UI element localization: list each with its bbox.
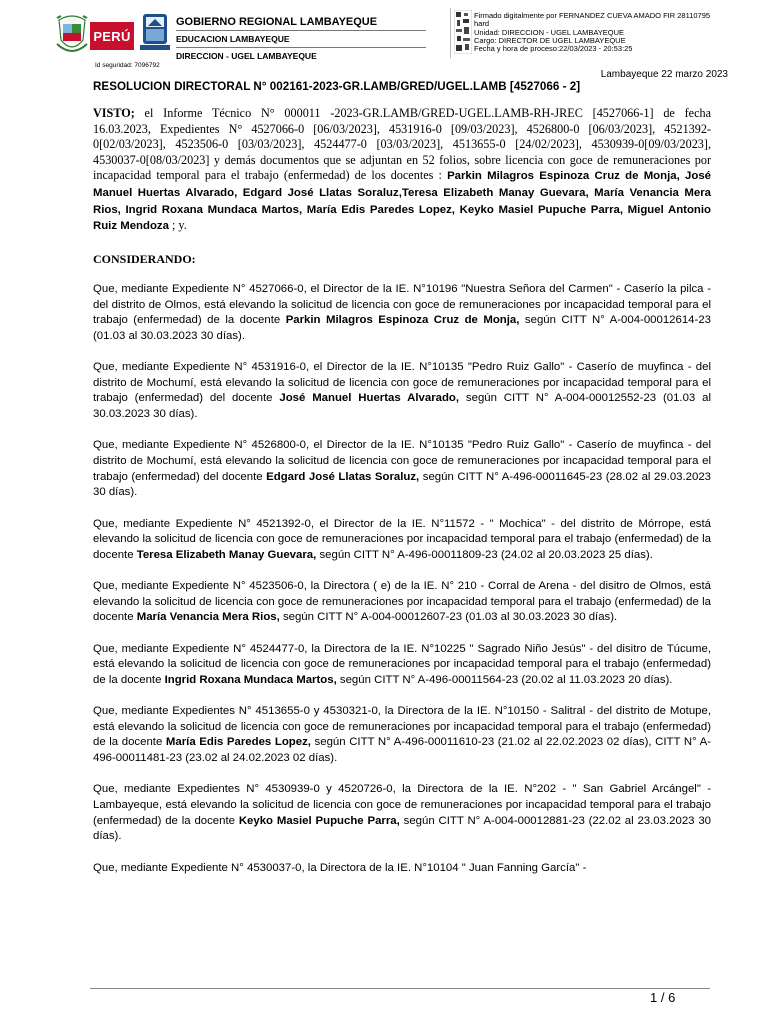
national-shield-logo (55, 14, 89, 56)
signature-line: hard (474, 19, 490, 29)
considerando-paragraph: Que, mediante Expedientes N° 4513655-0 y 4530321-0, la Directora de la IE. N°10150 - Salitral - del distrito de Motupe, está elevando la solicitud de licencia con goce de remuneraciones por incapacidad temporal para el trabajo (enfermedad) de la docente María Edis Paredes Lopez, según CITT N° A-496-00011610-23 (21.02 al 22.02.2023 02 días), CITT N° A-496-00011481-23 (23.02 al 24.02.2023 02 días). (93, 705, 711, 765)
place-date: Lambayeque 22 marzo 2023 (600, 69, 728, 80)
header-divider (176, 30, 426, 31)
considerando-paragraph: Que, mediante Expediente N° 4530037-0, la Directora de la IE. N°10104 " Juan Fanning García" - (93, 861, 587, 874)
considerando-paragraph: Que, mediante Expediente N° 4531916-0, el Director de la IE. N°10135 "Pedro Ruiz Gallo" - Caserío de muyfinca - del distrito de Mochumí, está elevando la solicitud de licencia con goce de remuneraciones por incapacidad temporal para el trabajo (enfermedad) del docente José Manuel Huertas Alvarado, según CITT N° A-004-00012552-23 (01.03 al 30.03.2023 30 días). (93, 361, 711, 420)
header-divider (176, 47, 426, 48)
considerando-paragraph: Que, mediante Expediente N° 4524477-0, la Directora de la IE. N°10225 " Sagrado Niño Jesús" - del disitro de Túcume, está elevando la solicitud de licencia con goce de remuneraciones por incapacidad temporal para el trabajo (enfermedad) de la docente Ingrid Roxana Mundaca Martos, según CITT N° A-496-00011564-23 (20.02 al 11.03.2023 20 días). (93, 642, 711, 686)
signature-line: Fecha y hora de proceso:22/03/2023 - 20:53:25 (474, 44, 633, 54)
signature-line: Firmado digitalmente por FERNANDEZ CUEVA AMADO FIR 28110795 (474, 11, 711, 20)
signature-line: Cargo: DIRECTOR DE UGEL LAMBAYEQUE (474, 35, 626, 45)
regional-emblem-logo (140, 12, 170, 52)
gov-title: GOBIERNO REGIONAL LAMBAYEQUE (176, 16, 378, 28)
unit-education: EDUCACION LAMBAYEQUE (176, 34, 290, 44)
visto-section (93, 106, 711, 235)
visto-label: VISTO; (93, 106, 135, 120)
visto-tail: ; y. (168, 218, 187, 233)
considerando-paragraph: Que, mediante Expediente N° 4526800-0, el Director de la IE. N°10135 "Pedro Ruiz Gallo" - Caserío de muyfinca - del distrito de Mochumí, está elevando la solicitud de licencia con goce de remuneraciones por incapacidad temporal para el trabajo (enfermedad) del docente Edgard José Llatas Soraluz, según CITT N° A-496-00011645-23 (28.02 al 29.03.2023 30 días). (93, 439, 711, 499)
signature-details (474, 12, 754, 53)
visto-names: Parkin Milagros Espinoza Cruz de Monja, José Manuel Huertas Alvarado, Edgard José Llatas Soraluz,Teresa Elizabeth Manay Guevara, María Venancia Mera Rios, Ingrid Roxana Mundaca Martos, María Edis Paredes Lopez, Keyko Masiel Pupuche Parra, Miguel Antonio Ruiz Mendoza (93, 170, 711, 233)
resolution-title: RESOLUCION DIRECTORAL N° 002161-2023-GR.LAMB/GRED/UGEL.LAMB [4527066 - 2] (93, 80, 581, 93)
signature-line: Unidad: DIRECCION - UGEL LAMBAYEQUE (474, 27, 625, 37)
footer-divider (90, 988, 710, 989)
considerando-paragraph: Que, mediante Expedientes N° 4530939-0 y 4520726-0, la Directora de la IE. N°202 - " San Gabriel Arcángel" - Lambayeque, está elevando la solicitud de licencia con goce de remuneraciones por incapacidad temporal para el trabajo (enfermedad) de la docente Keyko Masiel Pupuche Parra, según CITT N° A-004-00012881-23 (22.02 al 23.03.2023 30 días). (93, 783, 712, 843)
considerando-paragraph: Que, mediante Expediente N° 4527066-0, el Director de la IE. N°10196 "Nuestra Señora del Carmen" - Caserío la pilca - del distrito de Olmos, está elevando la solicitud de licencia con goce de remuneraciones por incapacidad temporal para el trabajo (enfermedad) de la docente Parkin Milagros Espinoza Cruz de Monja, según CITT N° A-004-00012614-23 (01.03 al 30.03.2023 30 días). (93, 283, 711, 342)
signature-qr-icon (454, 10, 472, 54)
considerando-paragraph: Que, mediante Expediente N° 4521392-0, el Director de la IE. N°11572 - " Mochica" - del distrito de Mórrope, está elevando la solicitud de licencia con goce de remuneraciones por incapacidad temporal para el trabajo (enfermedad) de la docente Teresa Elizabeth Manay Guevara, según CITT N° A-496-00011809-23 (24.02 al 20.03.2023 25 días). (93, 517, 711, 561)
visto-text: el Informe Técnico N° 000011 -2023-GR.LAMB/GRED-UGEL.LAMB-RH-JREC [4527066-1] de fecha 16.03.2023, Expedientes N° 4527066-0 [06/03/2023], 4531916-0 [09/03/2023], 4526800-0 [06/03/2023], 4521392-0[02/03/2023], 4523506-0 [03/03/2023], 4524477-0 [03/03/2023], 4513655-0 [24/02/2023], 4530939-0[09/03/2023], 4530037-0[08/03/2023] y demás documentos que se adjuntan en 52 folios, sobre licencia con goce de remuneraciones por incapacidad temporal para el trabajo (enfermedad) de los docentes : (93, 106, 711, 183)
government-header (176, 16, 426, 63)
considerando-paragraph: Que, mediante Expediente N° 4523506-0, la Directora ( e) de la IE. N° 210 - Corral de Arena - del disitro de Olmos, está elevando la solicitud de licencia con goce de remuneraciones por incapacidad temporal para el trabajo (enfermedad) de la docente María Venancia Mera Rios, según CITT N° A-004-00012607-23 (01.03 al 30.03.2023 30 días). (93, 580, 711, 624)
page-number: 1 / 6 (650, 990, 676, 1005)
considerando-heading: CONSIDERANDO: (93, 252, 196, 266)
peru-label: PERÚ (90, 22, 134, 50)
considerando-paragraphs (93, 282, 711, 892)
unit-ugel: DIRECCION - UGEL LAMBAYEQUE (176, 51, 317, 61)
security-id: Id seguridad: 7096792 (95, 62, 160, 69)
